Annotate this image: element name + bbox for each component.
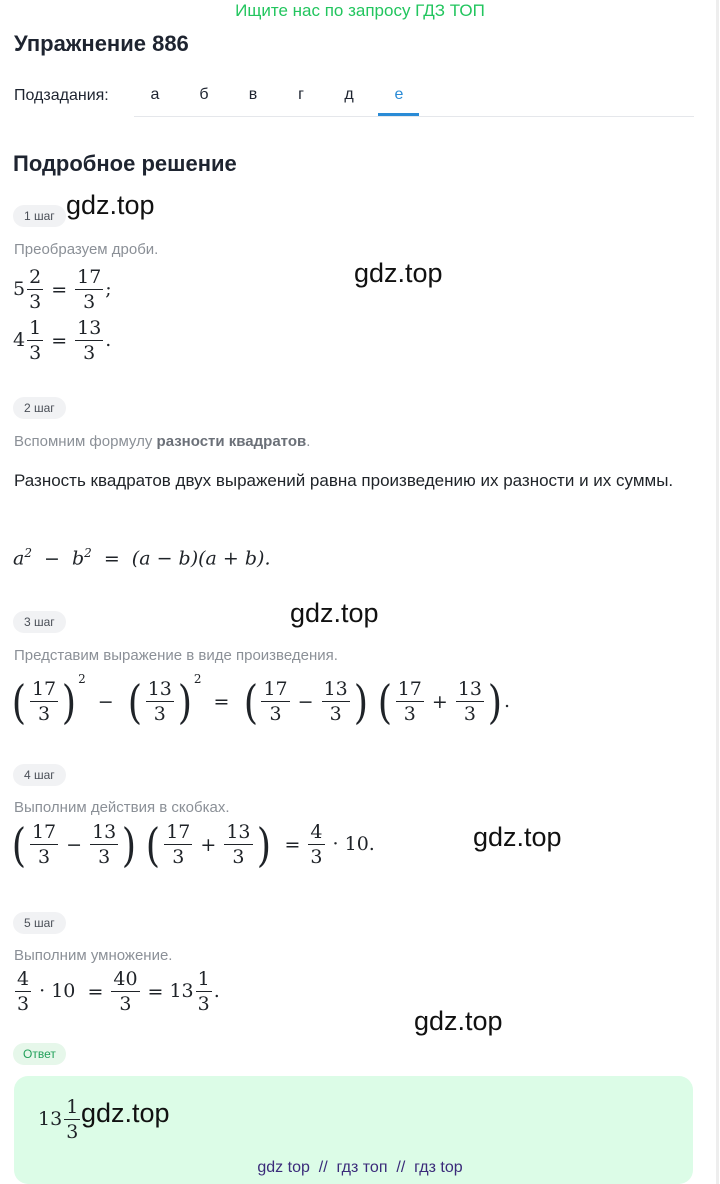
step-2-formula: $a^2 - b^2 = (a - b)(a + b)$. bbox=[13, 546, 271, 571]
step-2-text: Разность квадратов двух выражений равна произведению их разности и их суммы. bbox=[14, 471, 674, 490]
step-1-badge: 1 шаг bbox=[13, 205, 66, 227]
step-2-hint: Вспомним формулу разности квадратов. bbox=[14, 433, 311, 450]
step-4-badge: 4 шаг bbox=[13, 764, 66, 786]
tab-v[interactable]: в bbox=[248, 86, 258, 103]
tab-b[interactable]: б bbox=[199, 86, 209, 103]
step-3-badge: 3 шаг bbox=[13, 611, 66, 633]
step-2-badge: 2 шаг bbox=[13, 397, 66, 419]
step-1-equation-b: 4 $\frac{1}{3}$ = $\frac{13}{3}$ . bbox=[13, 317, 112, 364]
step-5-equation: $\frac{4}{3}$ · 10 = $\frac{40}{3}$ = 13 $\frac{1}{3}$ . bbox=[17, 968, 220, 1015]
watermark: gdz.top bbox=[354, 258, 443, 288]
watermark: gdz.top bbox=[473, 822, 562, 852]
page-edge-divider bbox=[716, 0, 719, 1184]
watermark: gdz.top bbox=[290, 598, 379, 628]
step-3-equation: ( $\frac{17}{3}$ ) $^2$ − ( $\frac{13}{3}$ ) $^2$ = ( $\frac{17}{3}$ − $\frac{13}{3}$ ) ( $\frac{17}{3}$ + $\frac{13}{3}$ ). bbox=[11, 672, 510, 729]
footer-links[interactable]: gdz top // гдз топ // гдз top bbox=[257, 1159, 463, 1176]
step-4-equation: ( $\frac{17}{3}$ − $\frac{13}{3}$ ) ( $\frac{17}{3}$ + $\frac{13}{3}$ ) = $\frac{4}{3}$ · 10. bbox=[11, 818, 375, 872]
tab-g[interactable]: г bbox=[298, 86, 304, 103]
step-1-hint: Преобразуем дроби. bbox=[14, 241, 159, 258]
watermark: gdz.top bbox=[66, 190, 155, 220]
watermark: gdz.top bbox=[414, 1006, 503, 1036]
step-3-hint: Представим выражение в виде произведения. bbox=[14, 647, 338, 664]
active-tab-indicator bbox=[378, 113, 419, 116]
watermark: gdz.top bbox=[81, 1098, 170, 1128]
step-1-equation-a: 5 $\frac{2}{3}$ = $\frac{17}{3}$ ; bbox=[13, 266, 112, 313]
answer-badge: Ответ bbox=[13, 1043, 66, 1065]
subtasks-label: Подзадания: bbox=[14, 87, 109, 104]
search-banner[interactable]: Ищите нас по запросу ГДЗ ТОП bbox=[235, 1, 485, 20]
tab-e[interactable]: е bbox=[394, 86, 404, 103]
tab-a[interactable]: а bbox=[150, 86, 160, 103]
tab-d[interactable]: д bbox=[344, 86, 354, 103]
solution-heading: Подробное решение bbox=[13, 151, 237, 176]
step-5-hint: Выполним умножение. bbox=[14, 947, 173, 964]
step-4-hint: Выполним действия в скобках. bbox=[14, 799, 230, 816]
step-5-badge: 5 шаг bbox=[13, 912, 66, 934]
answer-value: 13 $\frac{1}{3}$ bbox=[38, 1096, 79, 1143]
page-title: Упражнение 886 bbox=[14, 31, 189, 56]
subtasks-tabs bbox=[134, 78, 694, 117]
term-bold: разности квадратов bbox=[156, 433, 307, 450]
